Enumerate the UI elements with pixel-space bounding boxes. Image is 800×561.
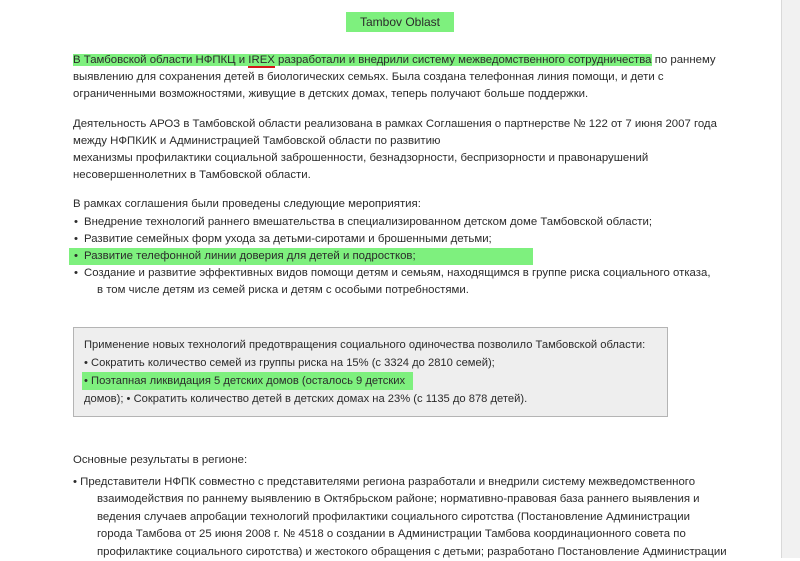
results-box (73, 327, 668, 417)
irex-link: IREX (248, 54, 275, 68)
list-item: • Внедрение технологий раннего вмешательства в специализированном детском доме Тамбовской области; (73, 214, 743, 231)
para2-line3: механизмы профилактики социальной заброшенности, безнадзорности, беспризорности и правонарушений (73, 152, 648, 164)
box-line1: Применение новых технологий предотвращения социального одиночества позволило Тамбовской области: (84, 336, 657, 354)
para1-text-a: В Тамбовской области НФПКЦ и (73, 54, 248, 66)
intro-paragraph (73, 52, 743, 104)
page-title: Tambov Oblast (346, 12, 454, 32)
para1-line3: ограниченными возможностями, живущие в детских домах, теперь получают больше поддержки. (73, 88, 588, 100)
para2-line2: между НФПКИК и Администрацией Тамбовской области по развитию (73, 135, 440, 147)
box-line4: домов); • Сократить количество детей в детских домах на 23% (с 1135 до 878 детей). (84, 390, 657, 408)
para2-line1: Деятельность АРОЗ в Тамбовской области реализована в рамках Соглашения о партнерстве № 122 от 7 июня 2007 года (73, 118, 717, 130)
title-wrap (0, 12, 800, 32)
list-item-continuation: в том числе детям из семей риска и детям с особыми потребностями. (73, 282, 743, 299)
agreement-paragraph (73, 116, 743, 185)
results-line3: ведения случаев апробации технологий профилактики социального сиротства (Постановление Администрации (73, 509, 743, 527)
page-edge (781, 0, 800, 558)
box-line2: • Сократить количество семей из группы риска на 15% (с 3324 до 2810 семей); (84, 354, 657, 372)
results-item1: • Представители НФПК совместно с представителями региона разработали и внедрили систему межведомственного (73, 474, 743, 492)
para1-line2: выявлению для сохранения детей в биологических семьях. Была создана телефонная линия помощи, и дети с (73, 71, 664, 83)
highlight-segment (73, 54, 652, 66)
results-line5: профилактике социального сиротства) и жестокого обращения с детьми; разработано Постановление Администрации (73, 544, 743, 561)
main-results (73, 452, 743, 561)
list-item-highlighted: • Развитие телефонной линии доверия для детей и подростков; (69, 248, 533, 265)
activities-list (73, 214, 743, 283)
box-line3-highlighted: • Поэтапная ликвидация 5 детских домов (осталось 9 детских (82, 372, 413, 390)
para2-line4: несовершеннолетних в Тамбовской области. (73, 169, 311, 181)
para1-text-b: разработали и внедрили систему межведомственного сотрудничества (275, 54, 652, 66)
results-heading: Основные результаты в регионе: (73, 452, 743, 470)
list-intro: В рамках соглашения были проведены следующие мероприятия: (73, 196, 743, 213)
list-item: • Создание и развитие эффективных видов помощи детям и семьям, находящимся в группе риска социального отказа, (73, 265, 743, 282)
list-item: • Развитие семейных форм ухода за детьми-сиротами и брошенными детьми; (73, 231, 743, 248)
results-line4: города Тамбова от 25 июня 2008 г. № 4518 о создании в Администрации Тамбова координационного совета по (73, 526, 743, 544)
para1-text-c: по раннему (652, 54, 716, 66)
results-line2: взаимодействия по раннему выявлению в Октябрьском районе; нормативно-правовая база раннего выявления и (73, 491, 743, 509)
document-body (73, 52, 743, 300)
